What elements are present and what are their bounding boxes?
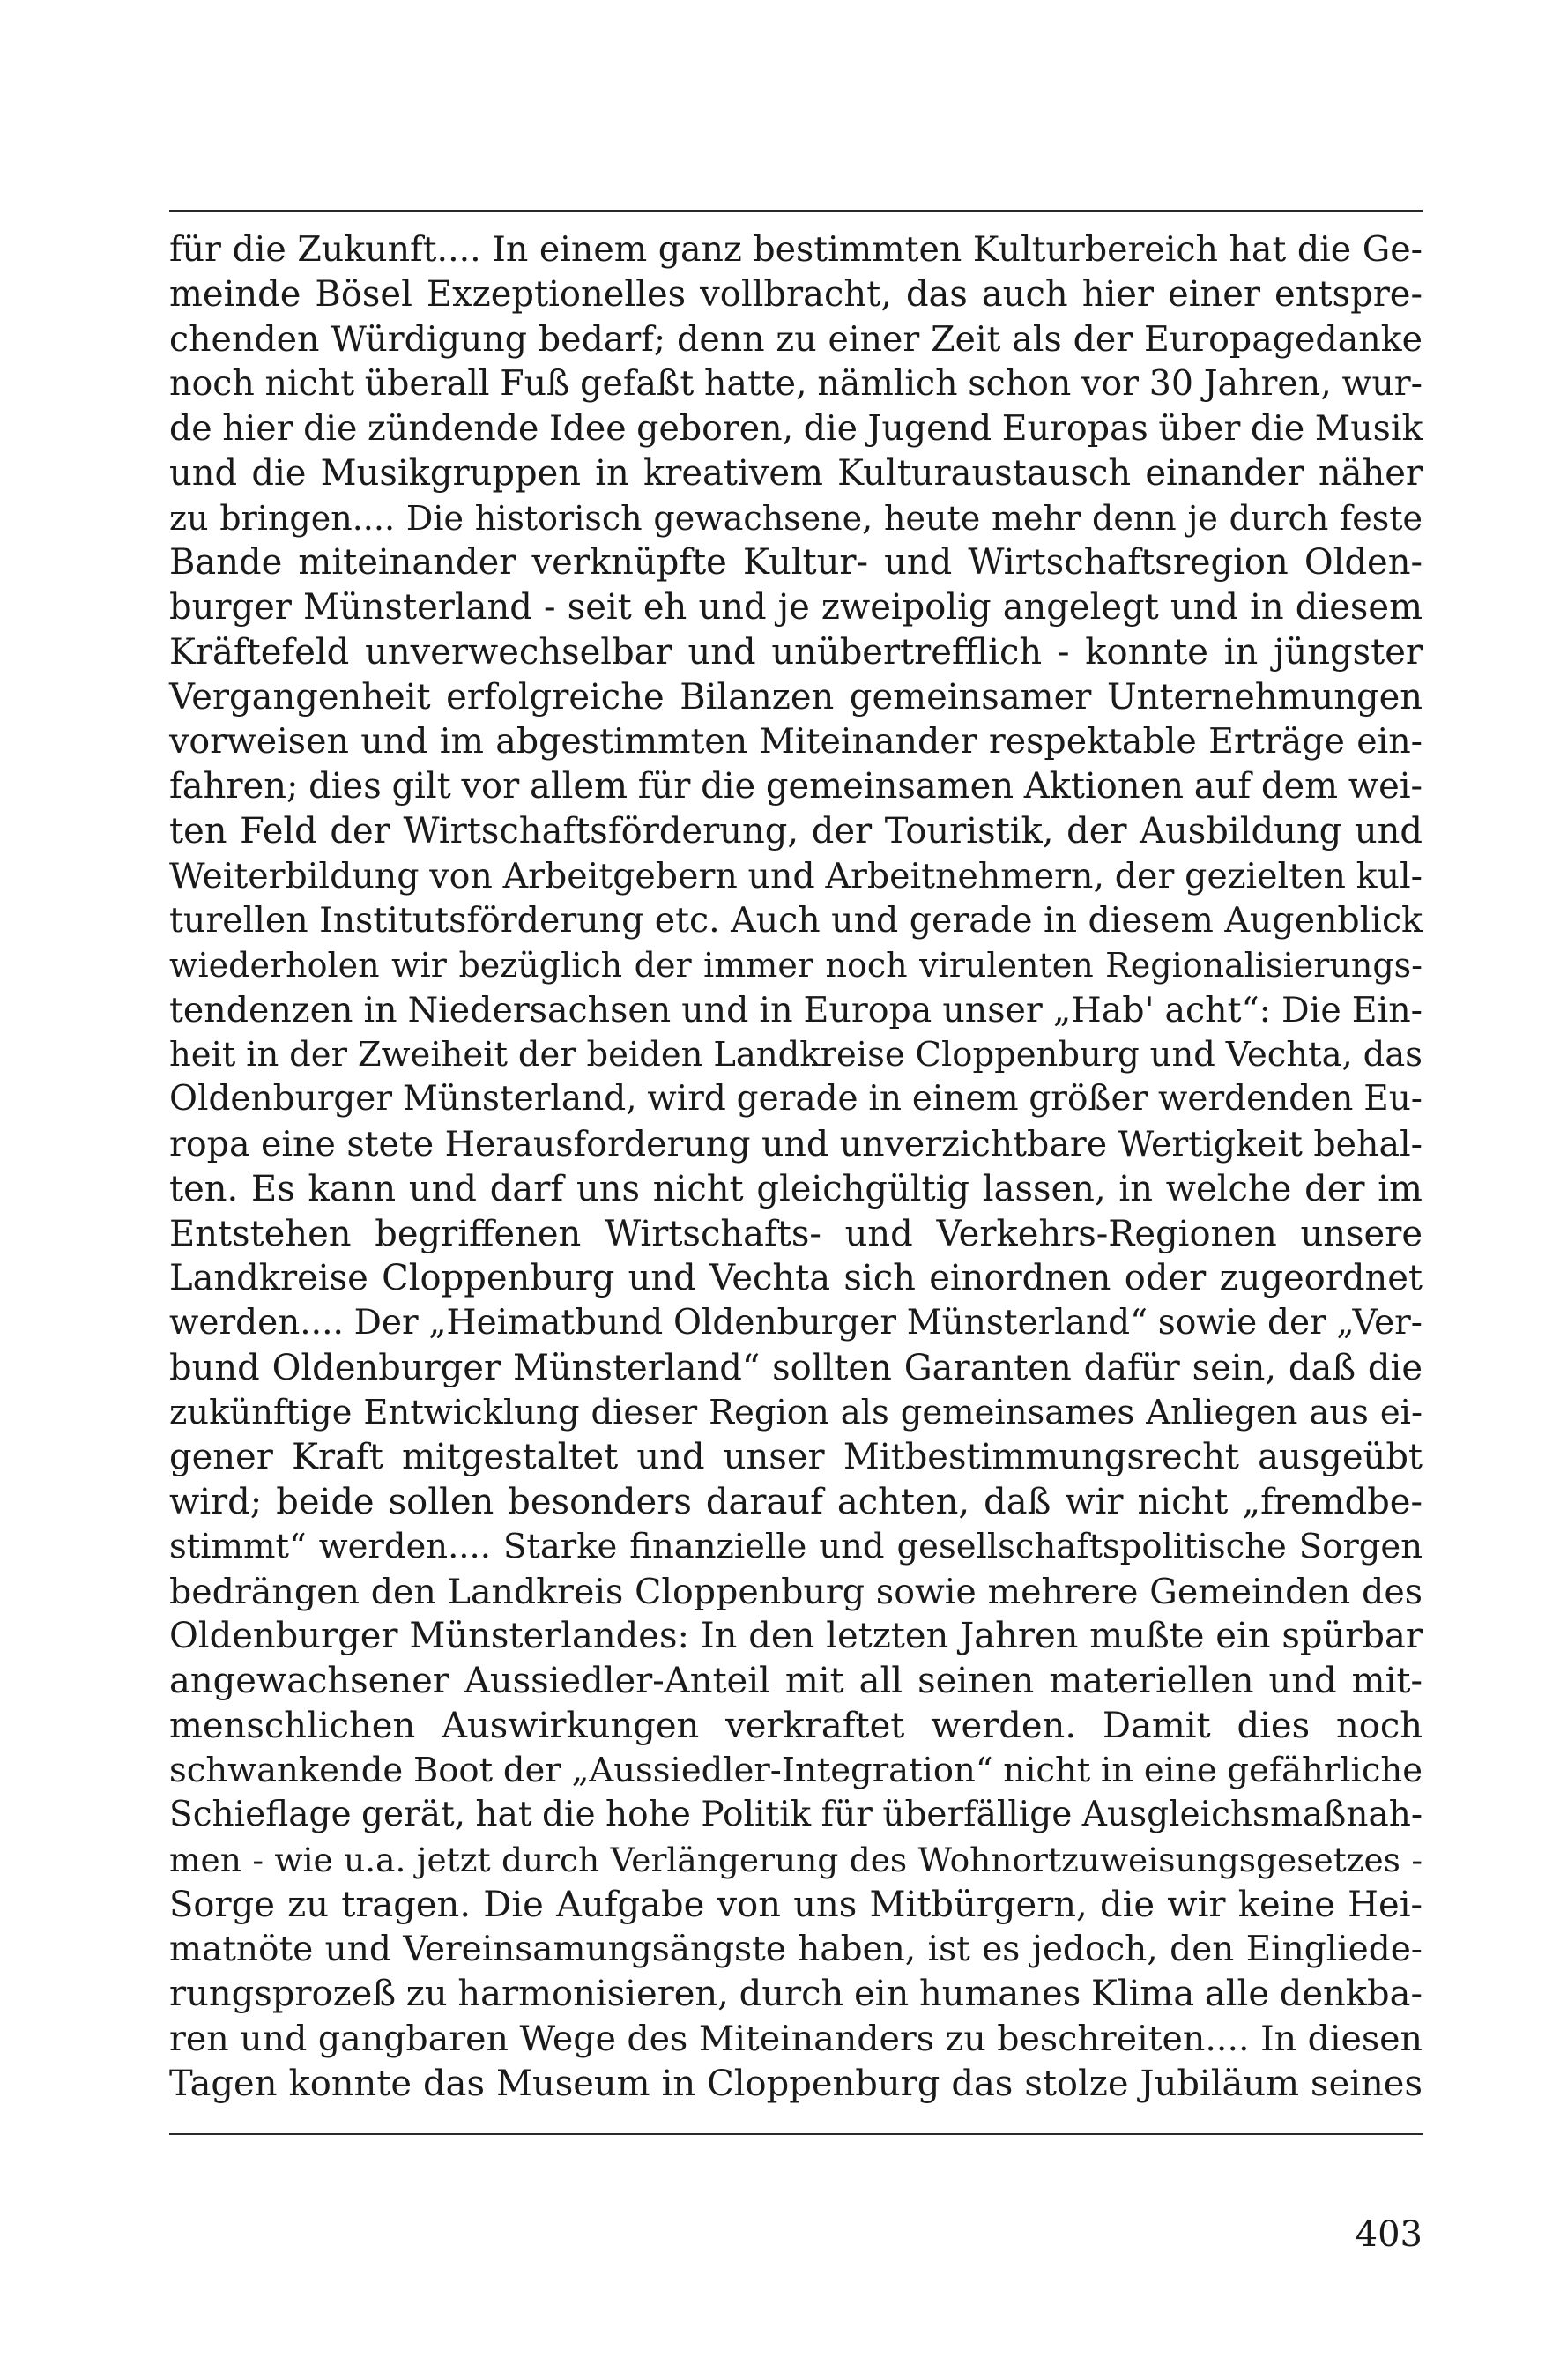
text-line: stimmt“ werden.... Starke finanzielle und gesellschaftspolitische Sorgen [169,1526,1423,1566]
text-line: gener Kraft mitgestaltet und unser Mitbestimmungsrecht ausgeübt [169,1437,1423,1478]
text-line: schwankende Boot der „Aussiedler-Integration“ nicht in eine gefährliche [169,1750,1423,1790]
text-line: rungsprozeß zu harmonisieren, durch ein humanes Klima alle denkba- [169,1974,1423,2015]
text-line: menschlichen Auswirkungen verkraftet werden. Damit dies noch [169,1705,1423,1746]
top-rule [169,210,1423,212]
text-line: bedrängen den Landkreis Cloppenburg sowie mehrere Gemeinden des [169,1571,1423,1612]
text-line: Sorge zu tragen. Die Aufgabe von uns Mitbürgern, die wir keine Hei- [169,1884,1423,1925]
text-line: Entstehen begriffenen Wirtschafts- und Verkehrs-Regionen unsere [169,1213,1423,1254]
text-line: tendenzen in Niedersachsen und in Europa unser „Hab' acht“: Die Ein- [169,989,1423,1030]
text-line: Oldenburger Münsterlandes: In den letzten Jahren mußte ein spürbar [169,1616,1423,1657]
text-line: de hier die zündende Idee geboren, die Jugend Europas über die Musik [169,408,1423,449]
text-line: Vergangenheit erfolgreiche Bilanzen gemeinsamer Unternehmungen [169,676,1423,718]
body-text [169,227,1423,2107]
text-line: zukünftige Entwicklung dieser Region als gemeinsames Anliegen aus ei- [169,1392,1423,1432]
text-line: ten. Es kann und darf uns nicht gleichgültig lassen, in welche der im [169,1168,1423,1209]
text-line: und die Musikgruppen in kreativem Kulturaustausch einander näher [169,452,1423,494]
text-line: ten Feld der Wirtschaftsförderung, der Touristik, der Ausbildung und [169,810,1423,852]
text-line: chenden Würdigung bedarf; denn zu einer Zeit als der Europagedanke [169,318,1423,360]
text-line: wird; beide sollen besonders darauf achten, daß wir nicht „fremdbe- [169,1482,1423,1522]
text-line: heit in der Zweiheit der beiden Landkreise Cloppenburg und Vechta, das [169,1034,1423,1075]
text-line: Tagen konnte das Museum in Cloppenburg das stolze Jubiläum seines [169,2063,1423,2104]
text-line: Landkreise Cloppenburg und Vechta sich einordnen oder zugeordnet [169,1258,1423,1299]
text-line: Bande miteinander verknüpfte Kultur- und Wirtschaftsregion Olden- [169,542,1423,584]
page-number: 403 [1355,2214,1423,2255]
text-line: Weiterbildung von Arbeitgebern und Arbeitnehmern, der gezielten kul- [169,855,1423,896]
text-line: ren und gangbaren Wege des Miteinanders zu beschreiten.... In diesen [169,2019,1423,2059]
text-line: zu bringen.... Die historisch gewachsene, heute mehr denn je durch feste [169,498,1423,538]
text-line: wiederholen wir bezüglich der immer noch virulenten Regionalisierungs- [169,946,1423,985]
text-line: burger Münsterland - seit eh und je zweipolig angelegt und in diesem [169,587,1423,628]
text-line: turellen Institutsförderung etc. Auch und gerade in diesem Augenblick [169,900,1423,941]
text-line: ropa eine stete Herausforderung und unverzichtbare Wertigkeit behal- [169,1124,1423,1164]
text-line: werden.... Der „Heimatbund Oldenburger Münsterland“ sowie der „Ver- [169,1303,1423,1342]
text-line: meinde Bösel Exzeptionelles vollbracht, das auch hier einer entspre- [169,273,1423,315]
text-line: Oldenburger Münsterland, wird gerade in einem größer werdenden Eu- [169,1079,1423,1119]
text-line: angewachsener Aussiedler-Anteil mit all seinen materiellen und mit- [169,1661,1423,1701]
text-line: für die Zukunft.... In einem ganz bestimmten Kulturbereich hat die Ge- [169,229,1423,270]
text-line: vorweisen und im abgestimmten Miteinander respektable Erträge ein- [169,721,1423,762]
text-line: men - wie u.a. jetzt durch Verlängerung des Wohnortzuweisungsgesetzes - [169,1841,1423,1879]
text-line: bund Oldenburger Münsterland“ sollten Garanten dafür sein, daß die [169,1347,1423,1388]
text-line: Kräftefeld unverwechselbar und unübertrefflich - konnte in jüngster [169,631,1423,673]
bottom-rule [169,2133,1423,2135]
text-line: Schieflage gerät, hat die hohe Politik für überfällige Ausgleichsmaßnah- [169,1795,1423,1835]
text-line: noch nicht überall Fuß gefaßt hatte, nämlich schon vor 30 Jahren, wur- [169,363,1423,405]
text-line: matnöte und Vereinsamungsängste haben, ist es jedoch, den Eingliede- [169,1929,1423,1969]
text-line: fahren; dies gilt vor allem für die gemeinsamen Aktionen auf dem wei- [169,766,1423,807]
